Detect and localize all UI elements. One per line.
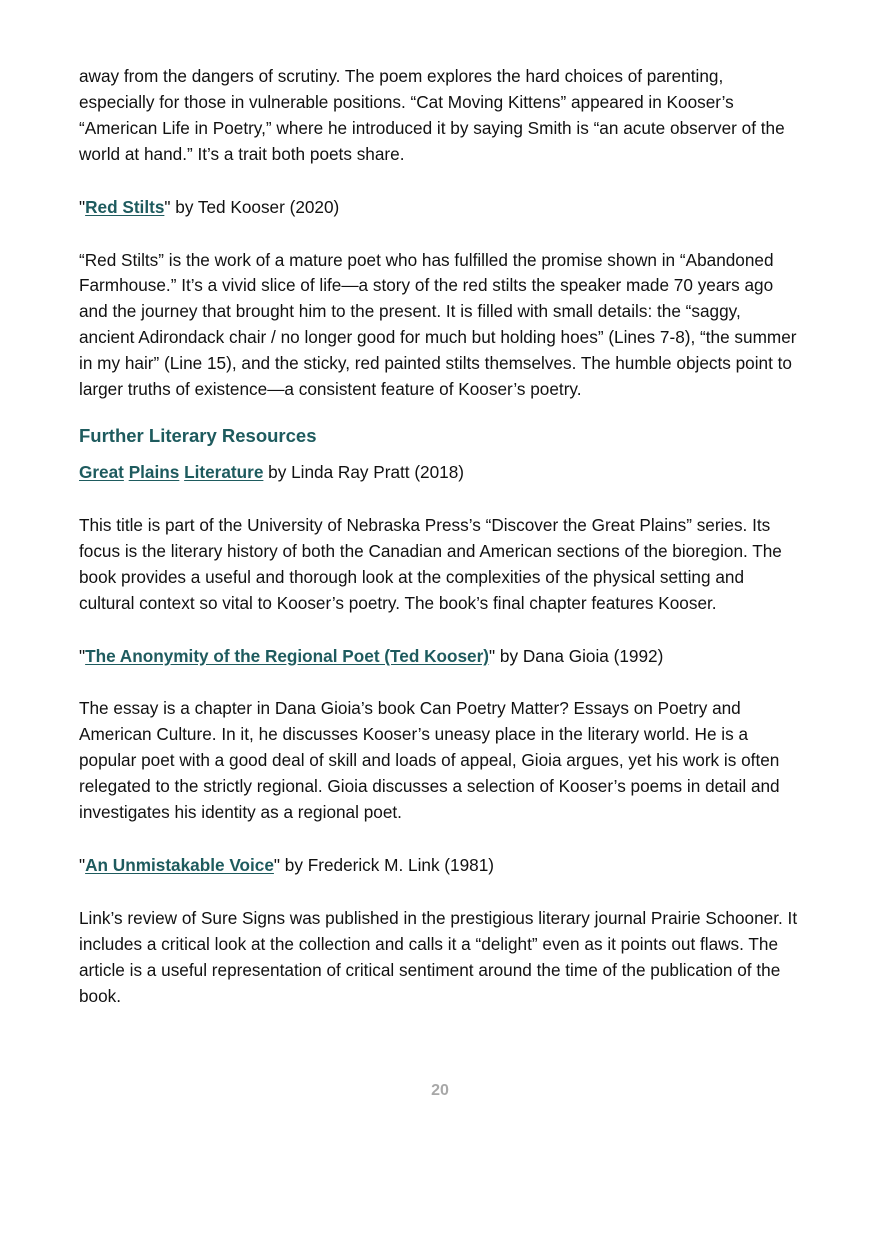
- close-quote: ": [164, 196, 171, 217]
- page-number: 20: [431, 1082, 449, 1099]
- close-quote: ": [273, 854, 281, 875]
- anonymity-byline: by Dana Gioia (1992): [495, 645, 664, 666]
- red-stilts-link[interactable]: Red Stilts: [85, 196, 165, 217]
- close-quote: ": [489, 645, 496, 666]
- unmistakable-entry: [79, 853, 799, 879]
- unmistakable-byline: by Frederick M. Link (1981): [280, 854, 494, 875]
- great-plains-link-word-2[interactable]: Plains: [128, 461, 180, 482]
- red-stilts-byline: by Ted Kooser (2020): [170, 196, 340, 217]
- great-plains-entry: [79, 460, 799, 486]
- great-plains-description: This title is part of the University of Nebraska Press’s “Discover the Great Plains” series. Its focus is the literary history of both the Canadian and American sections of the bioregion. The book provides a useful and thorough look at the complexities of the physical setting and cultural context so vital to Kooser’s poetry. The book’s final chapter features Kooser.: [79, 514, 782, 613]
- open-quote: ": [79, 196, 86, 217]
- unmistakable-link[interactable]: An Unmistakable Voice: [85, 854, 274, 875]
- great-plains-byline: by Linda Ray Pratt (2018): [263, 461, 465, 482]
- document-page: [79, 64, 799, 1036]
- unmistakable-description: Link’s review of Sure Signs was published in the prestigious literary journal Prairie Schooner. It includes a critical look at the collection and calls it a “delight” even as it points out flaws. The article is a useful representation of critical sentiment around the time of the publication of the book.: [79, 907, 798, 1006]
- anonymity-description: The essay is a chapter in Dana Gioia’s book Can Poetry Matter? Essays on Poetry and American Culture. In it, he discusses Kooser’s uneasy place in the literary world. He is a popular poet with a good deal of skill and loads of appeal, Gioia argues, yet his work is often relegated to the strictly regional. Gioia discusses a selection of Kooser’s poems in detail and investigates his identity as a regional poet.: [79, 698, 780, 823]
- anonymity-link[interactable]: The Anonymity of the Regional Poet (Ted Kooser): [85, 645, 490, 666]
- anonymity-entry: [79, 644, 799, 670]
- great-plains-link-word-1[interactable]: Great: [79, 461, 124, 482]
- red-stilts-description: “Red Stilts” is the work of a mature poet who has fulfilled the promise shown in “Abandoned Farmhouse.” It’s a vivid slice of life—a story of the red stilts the speaker made 70 years ago and the journey that brought him to the present. It is filled with small details: the “saggy, ancient Adirondack chair / no longer good for much but holding hoes” (Lines 7-8), “the summer in my hair” (Line 15), and the sticky, red painted stilts themselves. The humble objects point to larger truths of existence—a consistent feature of Kooser’s poetry.: [79, 249, 797, 400]
- intro-paragraph: away from the dangers of scrutiny. The poem explores the hard choices of parenting, especially for those in vulnerable positions. “Cat Moving Kittens” appeared in Kooser’s “American Life in Poetry,” where he introduced it by saying Smith is “an acute observer of the world at hand.” It’s a trait both poets share.: [79, 66, 785, 164]
- further-resources-heading: Further Literary Resources: [79, 424, 317, 446]
- open-quote: ": [79, 854, 86, 875]
- open-quote: ": [79, 645, 86, 666]
- great-plains-link-word-3[interactable]: Literature: [184, 461, 264, 482]
- red-stilts-entry: [79, 195, 799, 221]
